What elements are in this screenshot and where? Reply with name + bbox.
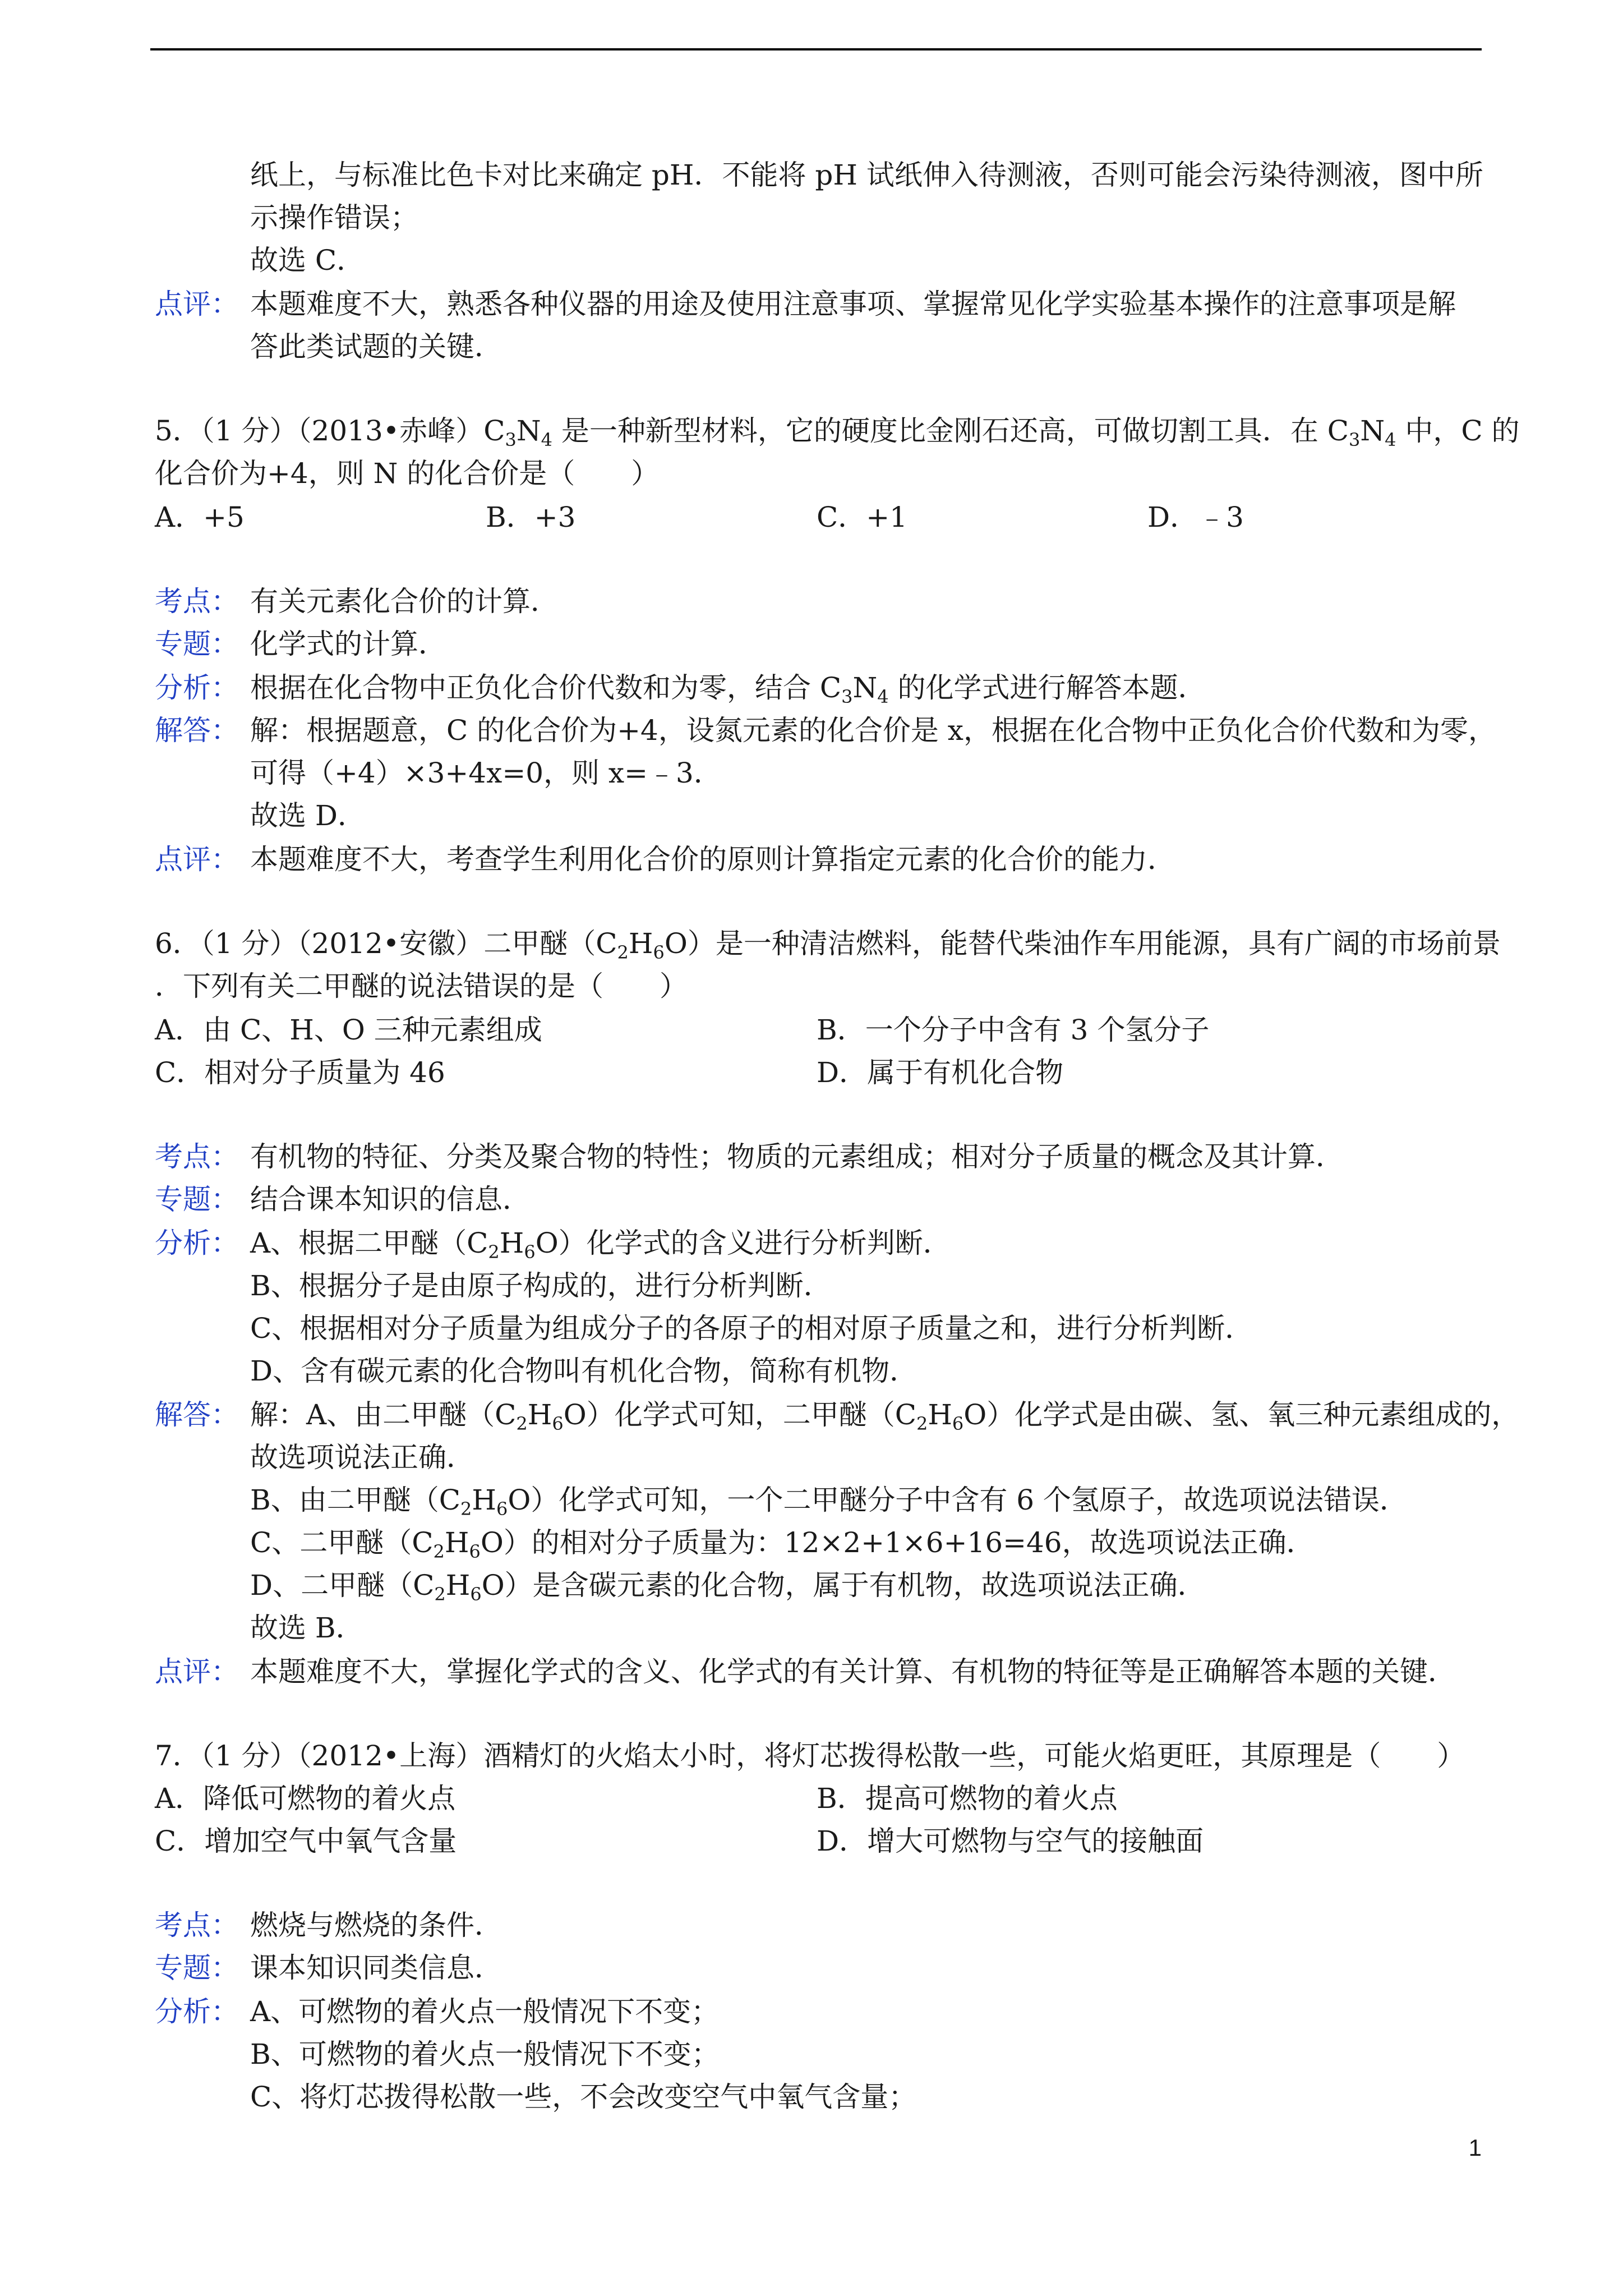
prev-answer-line-3: 故选 C． (250, 244, 365, 277)
q5-dianping-label: 点评： (155, 843, 239, 876)
q5-option-d: D．﹣3 (1147, 501, 1244, 533)
q6-option-b: B．一个分子中含有 3 个氢分子 (817, 1014, 1210, 1046)
q6-option-d: D．属于有机化合物 (817, 1056, 1064, 1089)
q6-fenxi-line-3: C、根据相对分子质量为组成分子的各原子的相对原子质量之和，进行分析判断． (250, 1312, 1253, 1345)
prev-comment-line-1: 本题难度不大，熟悉各种仪器的用途及使用注意事项、掌握常见化学实验基本操作的注意事项是解 (250, 288, 1456, 320)
q6-zhuanti-label: 专题： (155, 1183, 239, 1216)
q5-kaodian-label: 考点： (155, 585, 239, 618)
q6-fenxi-line-1: A、根据二甲醚$(C_2H_6O)$化学式的含义进行分析判断． (250, 1227, 951, 1263)
q6-jieda-line-2: 故选项说法正确． (250, 1441, 474, 1474)
q7-option-a: A．降低可燃物的着火点 (155, 1782, 456, 1815)
q5-option-b: B．+3 (486, 501, 576, 533)
q6-jieda-label: 解答： (155, 1398, 239, 1431)
page-number: 1 (1468, 2134, 1482, 2161)
q5-fenxi: 根据在化合物中正负化合价代数和为零，结合 $C_3N_4$ 的化学式进行解答本题． (250, 671, 1206, 707)
q6-jieda-line-6: 故选 B． (250, 1612, 364, 1644)
q6-fenxi-line-2: B、根据分子是由原子构成的，进行分析判断． (250, 1269, 832, 1302)
q5-jieda-line-1: 解：根据题意，C 的化合价为+4，设氮元素的化合价是 x，根据在化合物中正负化合价代数和为零， (250, 714, 1496, 747)
q6-dianping-label: 点评： (155, 1655, 239, 1688)
q7-stem-line-1: 7．（1 分）（2012•上海）酒精灯的火焰太小时，将灯芯拨得松散一些，可能火焰更旺，其原理是（ ） (155, 1740, 1465, 1772)
q7-fenxi-line-1: A、可燃物的着火点一般情况下不变； (250, 1995, 720, 2028)
q6-option-c: C．相对分子质量为 46 (155, 1056, 445, 1089)
prev-comment-label: 点评： (155, 288, 239, 320)
q6-jieda-line-1: 解：A、由二甲醚$(C_2H_6O)$化学式可知，二甲醚$(C_2H_6O)$化学式是由碳、氢、氧三种元素组成的， (250, 1398, 1520, 1434)
q7-zhuanti-label: 专题： (155, 1952, 239, 1984)
q7-kaodian-label: 考点： (155, 1909, 239, 1941)
q5-kaodian: 有关元素化合价的计算． (250, 585, 559, 618)
q5-dianping: 本题难度不大，考查学生利用化合价的原则计算指定元素的化合价的能力． (250, 843, 1175, 876)
q7-fenxi-label: 分析： (155, 1995, 239, 2028)
q6-jieda-line-5: D、二甲醚$(C_2H_6O)$是含碳元素的化合物，属于有机物，故选项说法正确． (250, 1569, 1206, 1605)
q6-stem-line-1: 6．（1 分）（2012•安徽）二甲醚$(C_2H_6O)$是一种清洁燃料，能替代柴油作车用能源，具有广阔的市场前景 (155, 927, 1501, 963)
q5-jieda-label: 解答： (155, 714, 239, 747)
q7-zhuanti: 课本知识同类信息． (250, 1952, 502, 1984)
q6-kaodian: 有机物的特征、分类及聚合物的特性；物质的元素组成；相对分子质量的概念及其计算． (250, 1140, 1344, 1173)
q6-stem-line-2: ．下列有关二甲醚的说法错误的是（ ） (155, 970, 688, 1002)
q5-jieda-line-2: 可得（+4）×3+4x=0，则 x=﹣3． (250, 757, 722, 789)
prev-answer-line-1: 纸上，与标准比色卡对比来确定 pH．不能将 pH 试纸伸入待测液，否则可能会污染待测液，图中所 (250, 159, 1483, 191)
prev-answer-line-2: 示操作错误； (250, 201, 418, 234)
q5-fenxi-label: 分析： (155, 671, 239, 704)
q6-kaodian-label: 考点： (155, 1140, 239, 1173)
q6-fenxi-label: 分析： (155, 1227, 239, 1259)
q7-option-b: B．提高可燃物的着火点 (817, 1782, 1118, 1815)
q6-jieda-line-4: C、二甲醚$(C_2H_6O)$的相对分子质量为：12×2+1×6+16=46，故选项说法正确． (250, 1526, 1315, 1562)
q5-jieda-line-3: 故选 D． (250, 799, 366, 832)
q6-zhuanti: 结合课本知识的信息． (250, 1183, 531, 1216)
q7-kaodian: 燃烧与燃烧的条件． (250, 1909, 502, 1941)
q6-dianping: 本题难度不大，掌握化学式的含义、化学式的有关计算、有机物的特征等是正确解答本题的关键． (250, 1655, 1456, 1688)
prev-comment-line-2: 答此类试题的关键． (250, 330, 502, 363)
q6-option-a: A．由 C、H、O 三种元素组成 (155, 1014, 542, 1046)
q7-fenxi-line-2: B、可燃物的着火点一般情况下不变； (250, 2038, 720, 2070)
q5-stem-line-2: 化合价为+4，则 N 的化合价是（ ） (155, 457, 660, 490)
q6-jieda-line-3: B、由二甲醚$(C_2H_6O)$化学式可知，一个二甲醚分子中含有 6 个氢原子，故选项说法错误． (250, 1484, 1408, 1520)
q7-option-d: D．增大可燃物与空气的接触面 (817, 1825, 1204, 1857)
q5-option-c: C．+1 (817, 501, 907, 533)
q7-fenxi-line-3: C、将灯芯拨得松散一些，不会改变空气中氧气含量； (250, 2081, 917, 2113)
q5-zhuanti-label: 专题： (155, 628, 239, 660)
q7-option-c: C．增加空气中氧气含量 (155, 1825, 457, 1857)
q5-stem-line-1: 5．（1 分）（2013•赤峰）$C_3N_4$ 是一种新型材料，它的硬度比金刚石还高，可做切割工具．在 $C_3N_4$ 中，C 的 (155, 415, 1520, 450)
q5-option-a: A．+5 (155, 501, 245, 533)
q5-zhuanti: 化学式的计算． (250, 628, 446, 660)
q6-fenxi-line-4: D、含有碳元素的化合物叫有机化合物，简称有机物． (250, 1355, 918, 1387)
